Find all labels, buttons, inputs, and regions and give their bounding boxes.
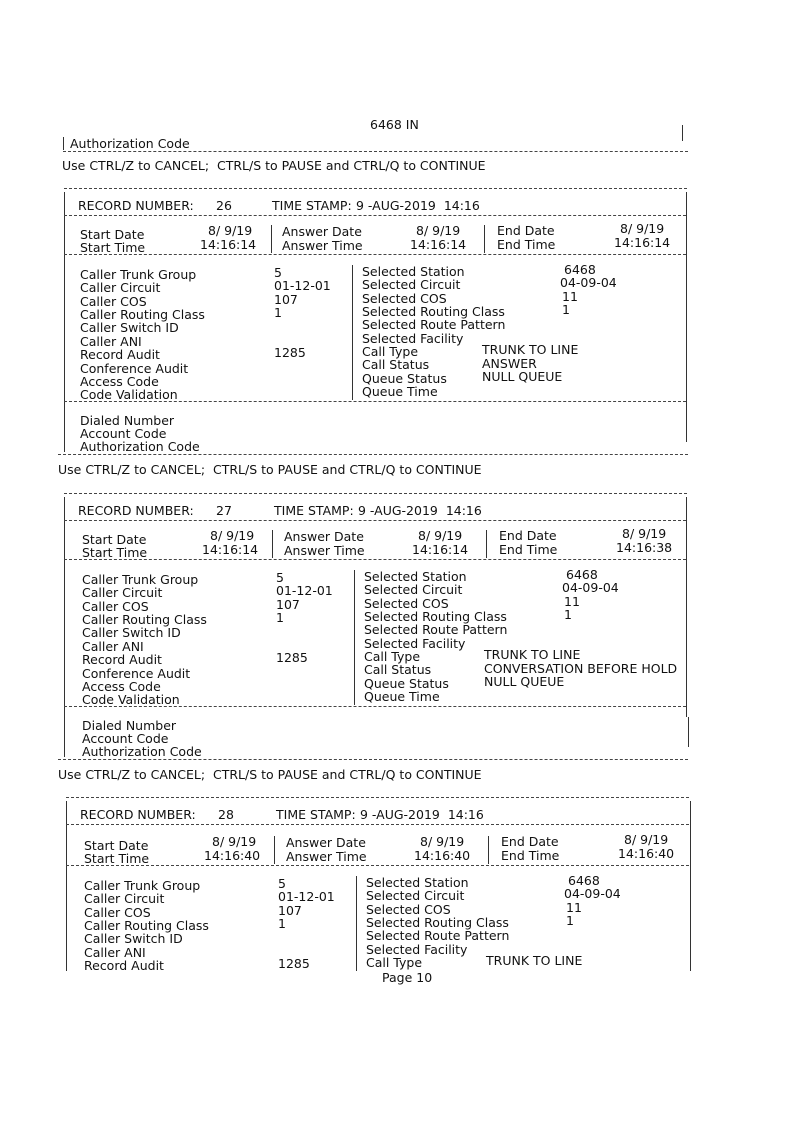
queue-status-value: NULL QUEUE bbox=[482, 369, 563, 384]
end-date-label: End Date bbox=[501, 834, 559, 849]
selected-station-value: 6468 bbox=[566, 567, 598, 582]
divider bbox=[66, 824, 689, 825]
end-date-value: 8/ 9/19 bbox=[624, 832, 669, 847]
selected-cos-label: Selected COS bbox=[366, 902, 451, 917]
control-prompt: Use CTRL/Z to CANCEL; CTRL/S to PAUSE and CTRL/Q to CONTINUE bbox=[62, 158, 486, 173]
access-code-label: Access Code bbox=[80, 374, 159, 389]
answer-time-label: Answer Time bbox=[282, 238, 363, 253]
station-title: 6468 IN bbox=[370, 117, 419, 132]
end-time-label: End Time bbox=[499, 542, 558, 557]
divider bbox=[58, 454, 688, 455]
selected-station-label: Selected Station bbox=[364, 569, 467, 584]
caller-cos-label: Caller COS bbox=[80, 294, 147, 309]
answer-time-value: 14:16:14 bbox=[410, 237, 467, 252]
caller-switch-id-label: Caller Switch ID bbox=[84, 931, 183, 946]
caller-trunk-group-label: Caller Trunk Group bbox=[80, 267, 197, 282]
divider bbox=[64, 401, 686, 402]
end-date-value: 8/ 9/19 bbox=[622, 526, 667, 541]
divider bbox=[64, 559, 686, 560]
selected-routing-class-label: Selected Routing Class bbox=[362, 304, 505, 319]
start-time-label: Start Time bbox=[80, 240, 146, 255]
caller-routing-class-label: Caller Routing Class bbox=[82, 612, 207, 627]
start-date-label: Start Date bbox=[84, 838, 149, 853]
end-time-label: End Time bbox=[497, 237, 556, 252]
answer-time-label: Answer Time bbox=[284, 543, 365, 558]
divider bbox=[64, 215, 686, 216]
divider bbox=[58, 759, 688, 760]
conference-audit-label: Conference Audit bbox=[82, 666, 191, 681]
caller-circuit-value: 01-12-01 bbox=[278, 889, 335, 904]
selected-station-value: 6468 bbox=[568, 873, 600, 888]
caller-trunk-group-label: Caller Trunk Group bbox=[82, 572, 199, 587]
start-time-value: 14:16:40 bbox=[204, 848, 261, 863]
queue-time-label: Queue Time bbox=[362, 384, 438, 399]
conference-audit-label: Conference Audit bbox=[80, 361, 189, 376]
start-time-value: 14:16:14 bbox=[200, 237, 257, 252]
border-line bbox=[484, 225, 485, 253]
caller-ani-label: Caller ANI bbox=[80, 334, 142, 349]
time-stamp-label: TIME STAMP: bbox=[272, 198, 352, 213]
border-line bbox=[352, 265, 353, 400]
selected-routing-class-value: 1 bbox=[566, 913, 574, 928]
call-type-value: TRUNK TO LINE bbox=[482, 342, 579, 357]
selected-circuit-value: 04-09-04 bbox=[564, 886, 621, 901]
divider bbox=[64, 520, 686, 521]
record-audit-label: Record Audit bbox=[80, 347, 160, 362]
border-line bbox=[488, 836, 489, 864]
border-line bbox=[356, 876, 357, 971]
divider bbox=[64, 493, 687, 494]
end-date-label: End Date bbox=[497, 223, 555, 238]
border-line bbox=[686, 192, 687, 412]
caller-switch-id-label: Caller Switch ID bbox=[80, 320, 179, 335]
call-type-label: Call Type bbox=[366, 955, 423, 970]
border-line bbox=[686, 412, 687, 442]
selected-route-pattern-label: Selected Route Pattern bbox=[364, 622, 508, 637]
answer-date-value: 8/ 9/19 bbox=[416, 223, 461, 238]
call-status-label: Call Status bbox=[364, 662, 432, 677]
time-stamp-value: 9 -AUG-2019 14:16 bbox=[356, 198, 480, 213]
border-line bbox=[64, 497, 65, 757]
caller-routing-class-value: 1 bbox=[278, 916, 286, 931]
queue-status-label: Queue Status bbox=[362, 371, 447, 386]
selected-cos-label: Selected COS bbox=[362, 291, 447, 306]
end-time-value: 14:16:40 bbox=[618, 846, 675, 861]
selected-circuit-label: Selected Circuit bbox=[362, 277, 461, 292]
record-audit-value: 1285 bbox=[274, 345, 306, 360]
end-time-value: 14:16:38 bbox=[616, 540, 673, 555]
selected-station-label: Selected Station bbox=[362, 264, 465, 279]
end-time-value: 14:16:14 bbox=[614, 235, 671, 250]
record-audit-value: 1285 bbox=[278, 956, 310, 971]
caller-trunk-group-value: 5 bbox=[276, 570, 284, 585]
authorization-code-label: Authorization Code bbox=[80, 439, 200, 454]
border-line bbox=[690, 801, 691, 971]
selected-circuit-value: 04-09-04 bbox=[560, 275, 617, 290]
call-type-value: TRUNK TO LINE bbox=[484, 647, 581, 662]
answer-date-value: 8/ 9/19 bbox=[418, 528, 463, 543]
selected-cos-value: 11 bbox=[566, 900, 582, 915]
selected-routing-class-value: 1 bbox=[562, 302, 570, 317]
answer-date-label: Answer Date bbox=[284, 529, 364, 544]
start-date-value: 8/ 9/19 bbox=[210, 528, 255, 543]
caller-cos-value: 107 bbox=[276, 597, 300, 612]
border-line bbox=[66, 801, 67, 971]
caller-ani-label: Caller ANI bbox=[84, 945, 146, 960]
divider bbox=[64, 706, 686, 707]
record-audit-value: 1285 bbox=[276, 650, 308, 665]
border-line bbox=[63, 137, 64, 150]
account-code-label: Account Code bbox=[80, 426, 167, 441]
record-number-label: RECORD NUMBER: bbox=[78, 503, 194, 518]
caller-circuit-value: 01-12-01 bbox=[274, 278, 331, 293]
selected-route-pattern-label: Selected Route Pattern bbox=[366, 928, 510, 943]
caller-circuit-label: Caller Circuit bbox=[80, 280, 161, 295]
call-status-value: CONVERSATION BEFORE HOLD bbox=[484, 661, 678, 676]
border-line bbox=[64, 192, 65, 452]
record-audit-label: Record Audit bbox=[84, 958, 164, 973]
end-date-label: End Date bbox=[499, 528, 557, 543]
answer-time-value: 14:16:14 bbox=[412, 542, 469, 557]
caller-cos-value: 107 bbox=[274, 292, 298, 307]
divider bbox=[64, 254, 686, 255]
caller-ani-label: Caller ANI bbox=[82, 639, 144, 654]
selected-circuit-label: Selected Circuit bbox=[366, 888, 465, 903]
call-status-label: Call Status bbox=[362, 357, 430, 372]
selected-route-pattern-label: Selected Route Pattern bbox=[362, 317, 506, 332]
record-number-label: RECORD NUMBER: bbox=[78, 198, 194, 213]
divider bbox=[66, 797, 689, 798]
start-date-value: 8/ 9/19 bbox=[212, 834, 257, 849]
selected-facility-label: Selected Facility bbox=[362, 331, 464, 346]
border-line bbox=[274, 836, 275, 864]
record-audit-label: Record Audit bbox=[82, 652, 162, 667]
selected-cos-label: Selected COS bbox=[364, 596, 449, 611]
caller-cos-value: 107 bbox=[278, 903, 302, 918]
border-line bbox=[688, 717, 689, 747]
start-date-label: Start Date bbox=[82, 532, 147, 547]
caller-cos-label: Caller COS bbox=[84, 905, 151, 920]
time-stamp-value: 9 -AUG-2019 14:16 bbox=[360, 807, 484, 822]
selected-cos-value: 11 bbox=[564, 594, 580, 609]
caller-circuit-label: Caller Circuit bbox=[82, 585, 163, 600]
authorization-code-label: Authorization Code bbox=[82, 744, 202, 759]
answer-date-label: Answer Date bbox=[286, 835, 366, 850]
control-prompt: Use CTRL/Z to CANCEL; CTRL/S to PAUSE and CTRL/Q to CONTINUE bbox=[58, 767, 482, 782]
border-line bbox=[682, 125, 683, 141]
caller-cos-label: Caller COS bbox=[82, 599, 149, 614]
caller-trunk-group-label: Caller Trunk Group bbox=[84, 878, 201, 893]
answer-date-value: 8/ 9/19 bbox=[420, 834, 465, 849]
queue-status-value: NULL QUEUE bbox=[484, 674, 565, 689]
border-line bbox=[271, 225, 272, 253]
call-status-value: ANSWER bbox=[482, 356, 537, 371]
selected-cos-value: 11 bbox=[562, 289, 578, 304]
caller-circuit-value: 01-12-01 bbox=[276, 583, 333, 598]
dialed-number-label: Dialed Number bbox=[82, 718, 177, 733]
code-validation-label: Code Validation bbox=[80, 387, 178, 402]
caller-routing-class-value: 1 bbox=[274, 305, 282, 320]
time-stamp-label: TIME STAMP: bbox=[276, 807, 356, 822]
page-number: Page 10 bbox=[382, 970, 433, 985]
start-date-label: Start Date bbox=[80, 227, 145, 242]
caller-circuit-label: Caller Circuit bbox=[84, 891, 165, 906]
time-stamp-label: TIME STAMP: bbox=[274, 503, 354, 518]
account-code-label: Account Code bbox=[82, 731, 169, 746]
start-time-label: Start Time bbox=[84, 851, 150, 866]
record-number-label: RECORD NUMBER: bbox=[80, 807, 196, 822]
caller-routing-class-value: 1 bbox=[276, 610, 284, 625]
start-time-value: 14:16:14 bbox=[202, 542, 259, 557]
caller-routing-class-label: Caller Routing Class bbox=[84, 918, 209, 933]
divider bbox=[66, 865, 689, 866]
end-date-value: 8/ 9/19 bbox=[620, 221, 665, 236]
control-prompt: Use CTRL/Z to CANCEL; CTRL/S to PAUSE and CTRL/Q to CONTINUE bbox=[58, 462, 482, 477]
start-date-value: 8/ 9/19 bbox=[208, 223, 253, 238]
caller-routing-class-label: Caller Routing Class bbox=[80, 307, 205, 322]
border-line bbox=[486, 530, 487, 558]
caller-trunk-group-value: 5 bbox=[274, 265, 282, 280]
dialed-number-label: Dialed Number bbox=[80, 413, 175, 428]
start-time-label: Start Time bbox=[82, 545, 148, 560]
selected-routing-class-value: 1 bbox=[564, 607, 572, 622]
border-line bbox=[272, 530, 273, 558]
end-time-label: End Time bbox=[501, 848, 560, 863]
queue-time-label: Queue Time bbox=[364, 689, 440, 704]
selected-facility-label: Selected Facility bbox=[366, 942, 468, 957]
time-stamp-value: 9 -AUG-2019 14:16 bbox=[358, 503, 482, 518]
border-line bbox=[686, 497, 687, 717]
selected-circuit-label: Selected Circuit bbox=[364, 582, 463, 597]
caller-switch-id-label: Caller Switch ID bbox=[82, 625, 181, 640]
selected-station-value: 6468 bbox=[564, 262, 596, 277]
answer-date-label: Answer Date bbox=[282, 224, 362, 239]
selected-routing-class-label: Selected Routing Class bbox=[364, 609, 507, 624]
border-line bbox=[354, 570, 355, 705]
record-number-value: 27 bbox=[216, 503, 232, 518]
selected-station-label: Selected Station bbox=[366, 875, 469, 890]
selected-routing-class-label: Selected Routing Class bbox=[366, 915, 509, 930]
call-type-label: Call Type bbox=[362, 344, 419, 359]
selected-facility-label: Selected Facility bbox=[364, 636, 466, 651]
code-validation-label: Code Validation bbox=[82, 692, 180, 707]
record-number-value: 26 bbox=[216, 198, 232, 213]
queue-status-label: Queue Status bbox=[364, 676, 449, 691]
call-type-label: Call Type bbox=[364, 649, 421, 664]
selected-circuit-value: 04-09-04 bbox=[562, 580, 619, 595]
call-type-value: TRUNK TO LINE bbox=[486, 953, 583, 968]
divider bbox=[64, 188, 687, 189]
answer-time-label: Answer Time bbox=[286, 849, 367, 864]
record-number-value: 28 bbox=[218, 807, 234, 822]
access-code-label: Access Code bbox=[82, 679, 161, 694]
divider bbox=[63, 151, 688, 152]
answer-time-value: 14:16:40 bbox=[414, 848, 471, 863]
authorization-code-label: Authorization Code bbox=[70, 136, 190, 151]
caller-trunk-group-value: 5 bbox=[278, 876, 286, 891]
